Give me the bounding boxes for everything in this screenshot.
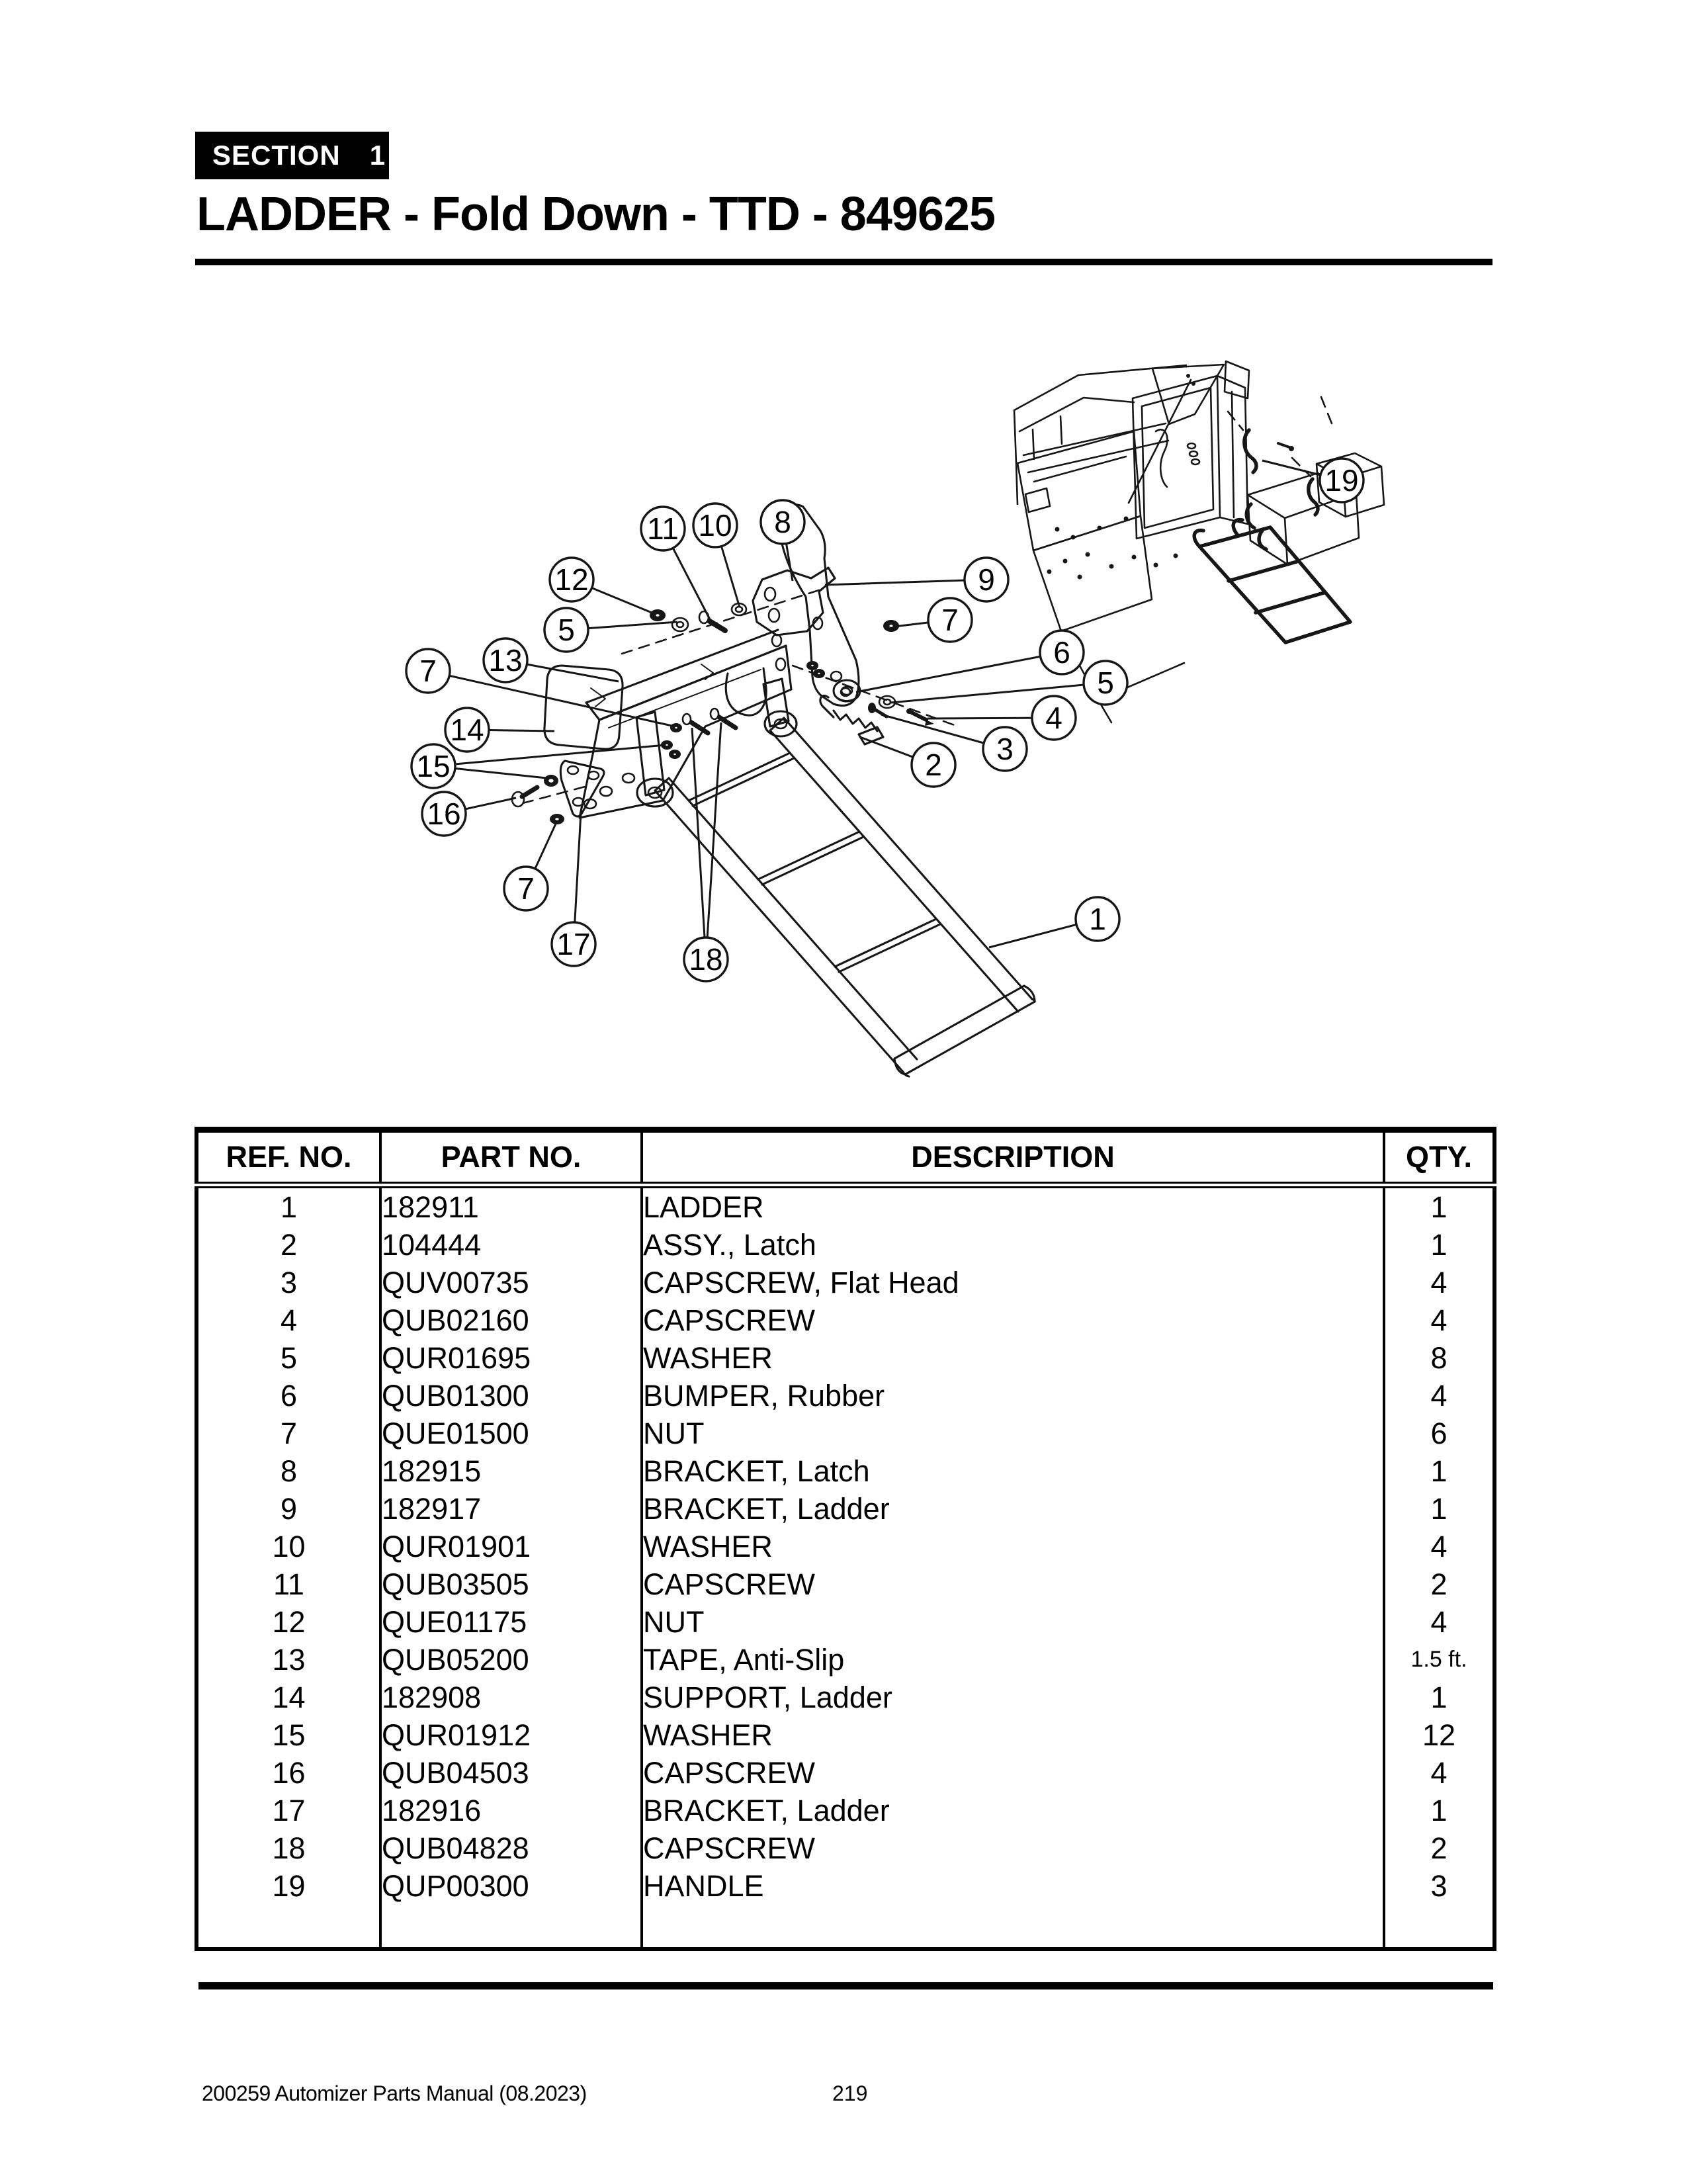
- exploded-view-diagram: [0, 284, 1687, 1125]
- cell-qty: 1: [1384, 1792, 1494, 1829]
- cell-ref: 4: [280, 1303, 298, 1337]
- callout-number-1: 1: [1089, 902, 1106, 936]
- cell-part: QUB03505: [380, 1565, 642, 1603]
- cell-desc: ASSY., Latch: [642, 1226, 1384, 1264]
- cell-spacer: [196, 1905, 380, 1949]
- cell-desc: WASHER: [642, 1339, 1384, 1377]
- section-badge: [195, 132, 389, 179]
- section-badge-label: SECTION: [212, 140, 341, 171]
- cell-ref: 3: [280, 1265, 298, 1299]
- cell-ref: 6: [280, 1378, 298, 1413]
- footer-divider: [198, 1982, 1493, 1989]
- table-row: [196, 1679, 1494, 1716]
- cell-desc: TAPE, Anti-Slip: [642, 1641, 1384, 1679]
- footer-page-number: 219: [832, 2081, 868, 2105]
- table-row: [196, 1377, 1494, 1415]
- table-row: [196, 1301, 1494, 1339]
- cell-part: QUV00735: [380, 1264, 642, 1301]
- table-row: [196, 1339, 1494, 1377]
- cell-ref: 15: [272, 1718, 306, 1752]
- cell-qty: 4: [1384, 1301, 1494, 1339]
- cell-desc: LADDER: [642, 1185, 1384, 1226]
- cell-desc: CAPSCREW: [642, 1565, 1384, 1603]
- callout-number-8: 8: [774, 505, 791, 539]
- cell-ref: 7: [280, 1416, 298, 1450]
- cell-desc: SUPPORT, Ladder: [642, 1679, 1384, 1716]
- table-row: [196, 1452, 1494, 1490]
- cell-qty: 8: [1384, 1339, 1494, 1377]
- cell-part: QUB01300: [380, 1377, 642, 1415]
- cell-ref: 1: [280, 1190, 298, 1224]
- cell-desc: CAPSCREW, Flat Head: [642, 1264, 1384, 1301]
- callout-number-13: 13: [488, 643, 523, 677]
- cell-part: 182917: [380, 1490, 642, 1528]
- leader-line-9: [825, 580, 986, 585]
- callout-number-7: 7: [941, 603, 959, 637]
- cell-part: 182915: [380, 1452, 642, 1490]
- cell-desc: BRACKET, Latch: [642, 1452, 1384, 1490]
- cell-desc: NUT: [642, 1415, 1384, 1452]
- cell-desc: BRACKET, Ladder: [642, 1490, 1384, 1528]
- callout-number-9: 9: [978, 562, 995, 597]
- callout-bubbles: [406, 459, 1363, 981]
- cell-ref: 12: [272, 1604, 306, 1639]
- cell-qty: 12: [1384, 1716, 1494, 1754]
- callout-number-12: 12: [554, 562, 589, 597]
- cell-qty: 4: [1384, 1603, 1494, 1641]
- cell-ref: 10: [272, 1529, 306, 1563]
- callout-number-7: 7: [419, 654, 437, 688]
- cell-part: 182908: [380, 1679, 642, 1716]
- parts-table: [195, 1127, 1496, 1951]
- callout-number-2: 2: [925, 748, 942, 782]
- table-row: [196, 1867, 1494, 1905]
- col-header-ref-no: REF. NO.: [196, 1130, 380, 1186]
- table-row: [196, 1415, 1494, 1452]
- cell-desc: CAPSCREW: [642, 1754, 1384, 1792]
- cell-qty: 1.5 ft.: [1384, 1641, 1494, 1679]
- table-row: [196, 1264, 1494, 1301]
- cell-desc: WASHER: [642, 1716, 1384, 1754]
- cell-ref: 9: [280, 1491, 298, 1526]
- cell-part: QUR01901: [380, 1528, 642, 1565]
- table-row: [196, 1829, 1494, 1867]
- cell-part: QUB04503: [380, 1754, 642, 1792]
- cell-qty: 1: [1384, 1226, 1494, 1264]
- cell-ref: 14: [272, 1680, 306, 1714]
- callout-number-4: 4: [1045, 701, 1062, 735]
- table-row: [196, 1528, 1494, 1565]
- cell-qty: 1: [1384, 1679, 1494, 1716]
- cell-part: QUE01175: [380, 1603, 642, 1641]
- callout-number-15: 15: [416, 749, 451, 783]
- cell-part: QUR01695: [380, 1339, 642, 1377]
- cell-qty: 1: [1384, 1490, 1494, 1528]
- cell-qty: 1: [1384, 1185, 1494, 1226]
- cell-qty: 4: [1384, 1754, 1494, 1792]
- leader-line-6: [856, 652, 1062, 692]
- callout-number-5: 5: [558, 613, 575, 647]
- cell-ref: 2: [280, 1227, 298, 1262]
- col-header-qty: QTY.: [1384, 1130, 1494, 1186]
- cell-part: 182916: [380, 1792, 642, 1829]
- cell-part: QUB04828: [380, 1829, 642, 1867]
- cell-desc: BRACKET, Ladder: [642, 1792, 1384, 1829]
- leader-line-18: [692, 728, 706, 959]
- callout-leader-lines: [428, 460, 1342, 959]
- table-row: [196, 1641, 1494, 1679]
- table-row: [196, 1185, 1494, 1226]
- cell-ref: 11: [273, 1567, 304, 1601]
- callout-number-14: 14: [450, 713, 484, 747]
- callout-number-18: 18: [689, 942, 723, 977]
- cell-desc: HANDLE: [642, 1867, 1384, 1905]
- cell-qty: 3: [1384, 1867, 1494, 1905]
- table-row: [196, 1490, 1494, 1528]
- title-divider: [195, 259, 1492, 265]
- cell-part: 104444: [380, 1226, 642, 1264]
- callout-number-3: 3: [996, 732, 1014, 766]
- cell-part: QUB05200: [380, 1641, 642, 1679]
- callout-number-6: 6: [1053, 635, 1070, 670]
- table-row: [196, 1603, 1494, 1641]
- cell-desc: BUMPER, Rubber: [642, 1377, 1384, 1415]
- cell-qty: 2: [1384, 1565, 1494, 1603]
- cell-part: QUB02160: [380, 1301, 642, 1339]
- cell-desc: CAPSCREW: [642, 1829, 1384, 1867]
- table-row: [196, 1565, 1494, 1603]
- callout-number-10: 10: [698, 508, 732, 543]
- cell-spacer: [642, 1905, 1384, 1949]
- cell-spacer: [380, 1905, 642, 1949]
- table-spacer-row: [196, 1905, 1494, 1949]
- leader-line-18: [706, 722, 721, 959]
- cell-qty: 4: [1384, 1264, 1494, 1301]
- cell-ref: 19: [272, 1868, 306, 1903]
- cell-qty: 4: [1384, 1377, 1494, 1415]
- cell-part: QUE01500: [380, 1415, 642, 1452]
- section-badge-number: 1: [369, 140, 386, 171]
- cell-qty: 2: [1384, 1829, 1494, 1867]
- callout-number-19: 19: [1324, 463, 1359, 498]
- cell-ref: 13: [272, 1642, 306, 1677]
- cell-ref: 5: [280, 1340, 298, 1375]
- cell-part: QUR01912: [380, 1716, 642, 1754]
- table-row: [196, 1716, 1494, 1754]
- cell-ref: 16: [272, 1755, 306, 1790]
- callout-number-5: 5: [1097, 666, 1114, 700]
- table-row: [196, 1792, 1494, 1829]
- cell-qty: 1: [1384, 1452, 1494, 1490]
- cell-ref: 17: [272, 1793, 306, 1827]
- leader-line-5: [890, 683, 1105, 703]
- cell-part: 182911: [380, 1185, 642, 1226]
- col-header-description: DESCRIPTION: [642, 1130, 1384, 1186]
- callout-number-17: 17: [556, 927, 591, 961]
- cell-ref: 18: [272, 1831, 306, 1865]
- cell-desc: NUT: [642, 1603, 1384, 1641]
- callout-number-11: 11: [647, 511, 679, 546]
- page-title: LADDER - Fold Down - TTD - 849625: [196, 188, 996, 241]
- table-row: [196, 1226, 1494, 1264]
- callout-number-16: 16: [427, 797, 461, 831]
- cell-desc: CAPSCREW: [642, 1301, 1384, 1339]
- mini-folded-ladder: [1194, 504, 1350, 642]
- footer-manual-name: 200259 Automizer Parts Manual (08.2023): [202, 2081, 587, 2105]
- col-header-part-no: PART NO.: [380, 1130, 642, 1186]
- cell-qty: 4: [1384, 1528, 1494, 1565]
- cell-part: QUP00300: [380, 1867, 642, 1905]
- fold-down-ladder: [655, 718, 1035, 1076]
- cell-spacer: [1384, 1905, 1494, 1949]
- parts-table-header-row: [196, 1130, 1494, 1186]
- callout-number-7: 7: [517, 871, 535, 906]
- cell-desc: WASHER: [642, 1528, 1384, 1565]
- cell-qty: 6: [1384, 1415, 1494, 1452]
- cell-ref: 8: [280, 1454, 298, 1488]
- table-row: [196, 1754, 1494, 1792]
